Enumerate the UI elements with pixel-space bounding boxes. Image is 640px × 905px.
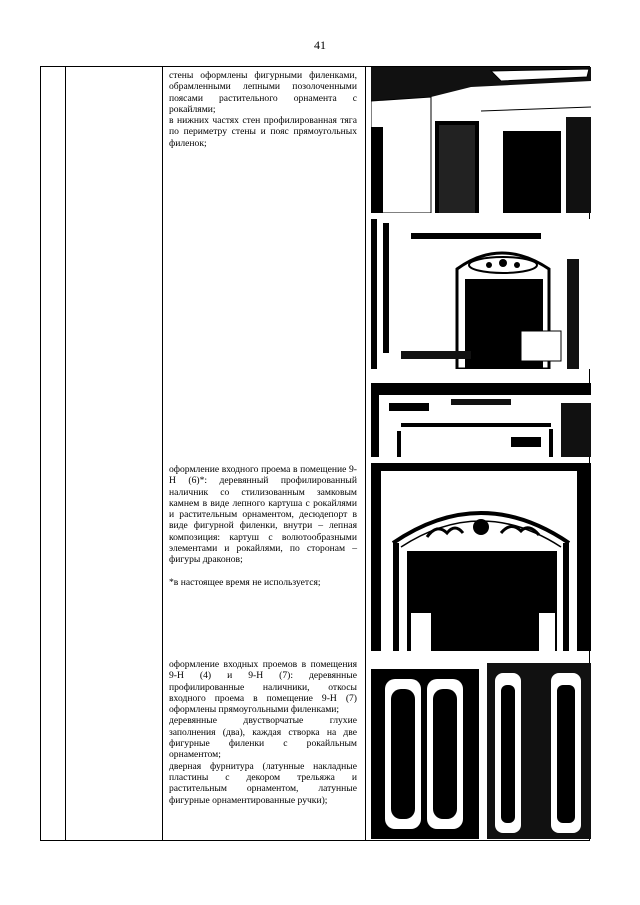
page-number: 41 <box>314 38 326 52</box>
photo-lower-wall-panels <box>371 383 591 457</box>
photo-double-leaf-doors <box>371 663 591 839</box>
paragraph: деревянные двустворчатые глухие заполнения (два), каждая створка на две фигурные филенки с рокайльным орнаментом; <box>169 715 357 761</box>
footnote: *в настоящее время не используется; <box>169 576 321 588</box>
column-divider-1 <box>65 67 66 840</box>
paragraph: в нижних частях стен профилированная тяга по периметру стены и пояс прямоугольных филенок; <box>169 115 357 149</box>
paragraph: стены оформлены фигурными филенками, обрамленными лепными позолоченными поясами растительного орнамента с рокайлями; <box>169 70 357 115</box>
paragraph: оформление входных проемов в помещения 9-Н (4) и 9-Н (7): деревянные профилированные наличники, откосы входного проема в помещение 9-Н (7) оформлены прямоугольными филенками; <box>169 659 357 716</box>
paragraph: оформление входного проема в помещение 9-Н (6)*: деревянный профилированный наличник со стилизованным замковым камнем в виде лепного картуша с рокайлями и растительным орнаментом, десюдепорт в виде фигурной филенки, внутри – лепная композиция: картуш с волютообразными элементами и рокайлями, по сторонам – фигуры драконов; <box>169 464 357 566</box>
column-divider-2 <box>162 67 163 840</box>
paragraph: дверная фурнитура (латунные накладные пластины с декором трельяжа и растительным орнаментом, латунные фигурные орнаментированные ручки); <box>169 760 357 806</box>
column-divider-3 <box>365 67 366 840</box>
row-3-description <box>169 659 357 806</box>
row-1-description <box>169 70 357 149</box>
row-2-description <box>169 464 357 588</box>
description-table <box>40 66 590 841</box>
photo-overdoor-dragons <box>371 463 591 651</box>
photo-doorway-overdoor <box>371 219 591 369</box>
photo-interior-walls <box>371 67 591 213</box>
